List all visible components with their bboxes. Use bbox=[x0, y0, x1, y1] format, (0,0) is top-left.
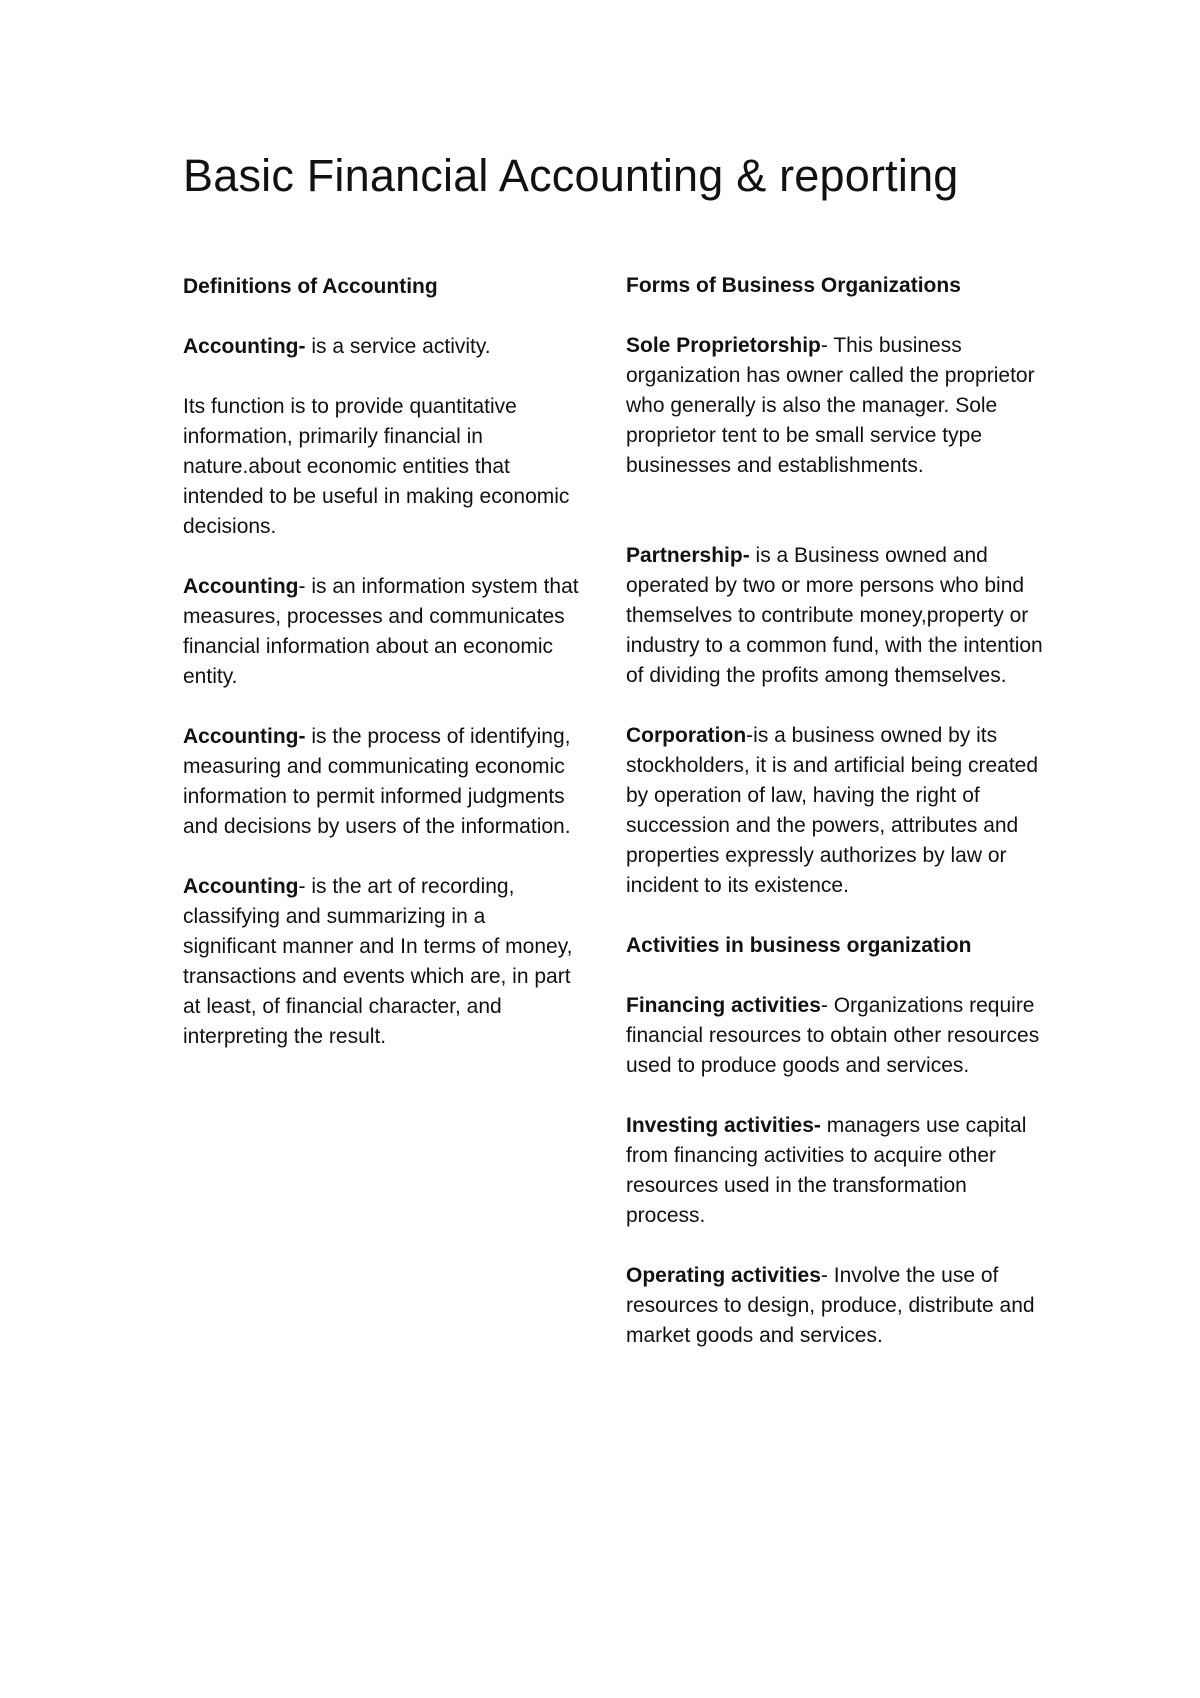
definitions-heading: Definitions of Accounting bbox=[183, 275, 438, 298]
definition-text: - is the art of recording, classifying and summarizing in a significant manner and In terms of money, transactions and events which are, in part at least, of financial character, and interpreting the result. bbox=[183, 875, 573, 1048]
definition-paragraph bbox=[183, 392, 583, 542]
activity-term: Operating activities bbox=[626, 1264, 821, 1287]
business-form-term: Sole Proprietorship bbox=[626, 334, 821, 357]
definition-paragraph bbox=[183, 572, 583, 692]
business-form-term: Partnership- bbox=[626, 544, 750, 567]
activities-heading: Activities in business organization bbox=[626, 934, 972, 957]
activity-paragraph bbox=[626, 991, 1046, 1081]
business-form-paragraph bbox=[626, 541, 1046, 691]
business-form-text: - This business organization has owner called the proprietor who generally is also the manager. Sole proprietor tent to be small service type businesses and establishments. bbox=[626, 334, 1035, 477]
definition-text: - is an information system that measures, processes and communicates financial information about an economic entity. bbox=[183, 575, 579, 688]
business-form-text: -is a business owned by its stockholders, it is and artificial being created by operation of law, having the right of succession and the powers, attributes and properties expressly authorizes by law or incident to its existence. bbox=[626, 724, 1039, 897]
definition-text: is the process of identifying, measuring and communicating economic information to permit informed judgments and decisions by users of the information. bbox=[183, 725, 571, 838]
activity-text: - Organizations require financial resources to obtain other resources used to produce goods and services. bbox=[626, 994, 1040, 1077]
business-forms-column bbox=[626, 271, 1046, 1381]
business-forms-heading: Forms of Business Organizations bbox=[626, 274, 961, 297]
definition-paragraph bbox=[183, 872, 583, 1052]
activity-paragraph bbox=[626, 1111, 1046, 1231]
definition-paragraph bbox=[183, 722, 583, 842]
definitions-column bbox=[183, 272, 583, 1082]
business-form-paragraph bbox=[626, 331, 1046, 481]
activity-term: Investing activities- bbox=[626, 1114, 821, 1137]
activity-text: managers use capital from financing activities to acquire other resources used in the transformation process. bbox=[626, 1114, 1027, 1227]
definition-term: Accounting- bbox=[183, 335, 306, 358]
activity-term: Financing activities bbox=[626, 994, 821, 1017]
definition-text: Its function is to provide quantitative information, primarily financial in nature.about economic entities that intended to be useful in making economic decisions. bbox=[183, 395, 570, 538]
activity-paragraph bbox=[626, 1261, 1046, 1351]
document-title: Basic Financial Accounting & reporting bbox=[183, 150, 959, 201]
definition-paragraph bbox=[183, 332, 583, 362]
definition-term: Accounting bbox=[183, 875, 299, 898]
definition-term: Accounting- bbox=[183, 725, 306, 748]
definition-term: Accounting bbox=[183, 575, 299, 598]
business-form-text: is a Business owned and operated by two or more persons who bind themselves to contribute money,property or industry to a common fund, with the intention of dividing the profits among themselves. bbox=[626, 544, 1043, 687]
business-form-paragraph bbox=[626, 721, 1046, 901]
activity-text: - Involve the use of resources to design, produce, distribute and market goods and services. bbox=[626, 1264, 1035, 1347]
business-form-term: Corporation bbox=[626, 724, 747, 747]
definition-text: is a service activity. bbox=[305, 335, 491, 358]
